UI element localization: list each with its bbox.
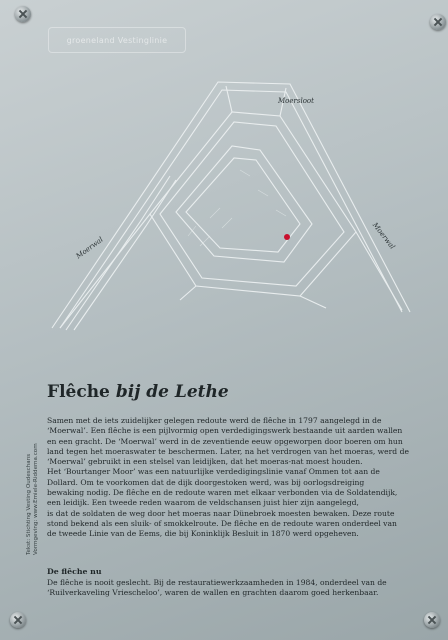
body-line: bewaking nodig. De flêche en de redoute waren met elkaar verbonden via de Soldatendijk, xyxy=(47,488,398,498)
body-line: een leidijk. Een tweede reden waarom de veldschansen juist hier zijn aangelegd, xyxy=(47,498,359,508)
sign-logo: groeneland Vestinglinie xyxy=(48,27,186,53)
map-label-moersloot: Moersloot xyxy=(278,97,314,105)
credit-text: Tekst: Stichting Vesting Oudeschans xyxy=(26,453,32,555)
section2-line: De flêche is nooit geslecht. Bij de restauratiewerkzaamheden in 1984, onderdeel van de xyxy=(47,578,387,587)
body-line: Dollard. Om te voorkomen dat de dijk doorgestoken werd, was bij oorlogsdreiging xyxy=(47,477,365,487)
section2-heading: De flêche nu xyxy=(47,567,102,576)
body-line: ‘Moerwal’. Een flêche is een pijlvormig open verdedigingswerk bestaande uit aarden wallen xyxy=(47,426,403,436)
section2-text xyxy=(47,578,419,599)
sign-title xyxy=(47,382,229,402)
body-line: stond bekend als een sluik- of smokkelroute. De flêche en de redoute waren onderdeel van xyxy=(47,518,397,528)
map-fleche-courtyard xyxy=(176,146,312,262)
map-fleche-outline xyxy=(150,112,356,296)
body-line: en een gracht. De ‘Moerwal’ werd in de zeventiende eeuw opgeworpen door boeren om hun xyxy=(47,436,403,446)
title-main: Flêche xyxy=(47,382,110,402)
title-sub: bij de Lethe xyxy=(115,382,229,402)
body-line: de tweede Linie van de Eems, die bij Koninklijk Besluit in 1870 werd opgeheven. xyxy=(47,529,359,539)
body-line: Het ‘Bourtanger Moor’ was een natuurlijke verdedigingslinie vanaf Ommen tot aan de xyxy=(47,467,380,477)
section2-line: ‘Ruilverkaveling Vriescheloo’, waren de wallen en grachten daarom goed herkenbaar. xyxy=(47,588,379,598)
body-line: is dat de soldaten de weg door het moeras naar Dünebroek moesten bewaken. Deze route xyxy=(47,508,395,518)
body-line: land tegen het moeraswater te beschermen. Later, na het verdrogen van het moeras, werd de xyxy=(47,446,409,456)
sign-body-text xyxy=(47,416,419,540)
location-marker xyxy=(284,234,290,240)
map-label-moerwal-left: Moerwal xyxy=(74,235,105,261)
sign-credits xyxy=(26,443,40,555)
credit-design: Vormgeving: www.Emiele-Riddema.com xyxy=(33,443,39,555)
map-outer-dike xyxy=(52,82,410,328)
body-line: ‘Moerwal’ gebruikt in een stelsel van leidijken, dat het moeras-nat moest houden. xyxy=(47,457,363,467)
map-label-moerwal-right: Moerwal xyxy=(370,221,397,251)
body-line: Samen met de iets zuidelijker gelegen redoute werd de flêche in 1797 aangelegd in de xyxy=(47,416,382,425)
